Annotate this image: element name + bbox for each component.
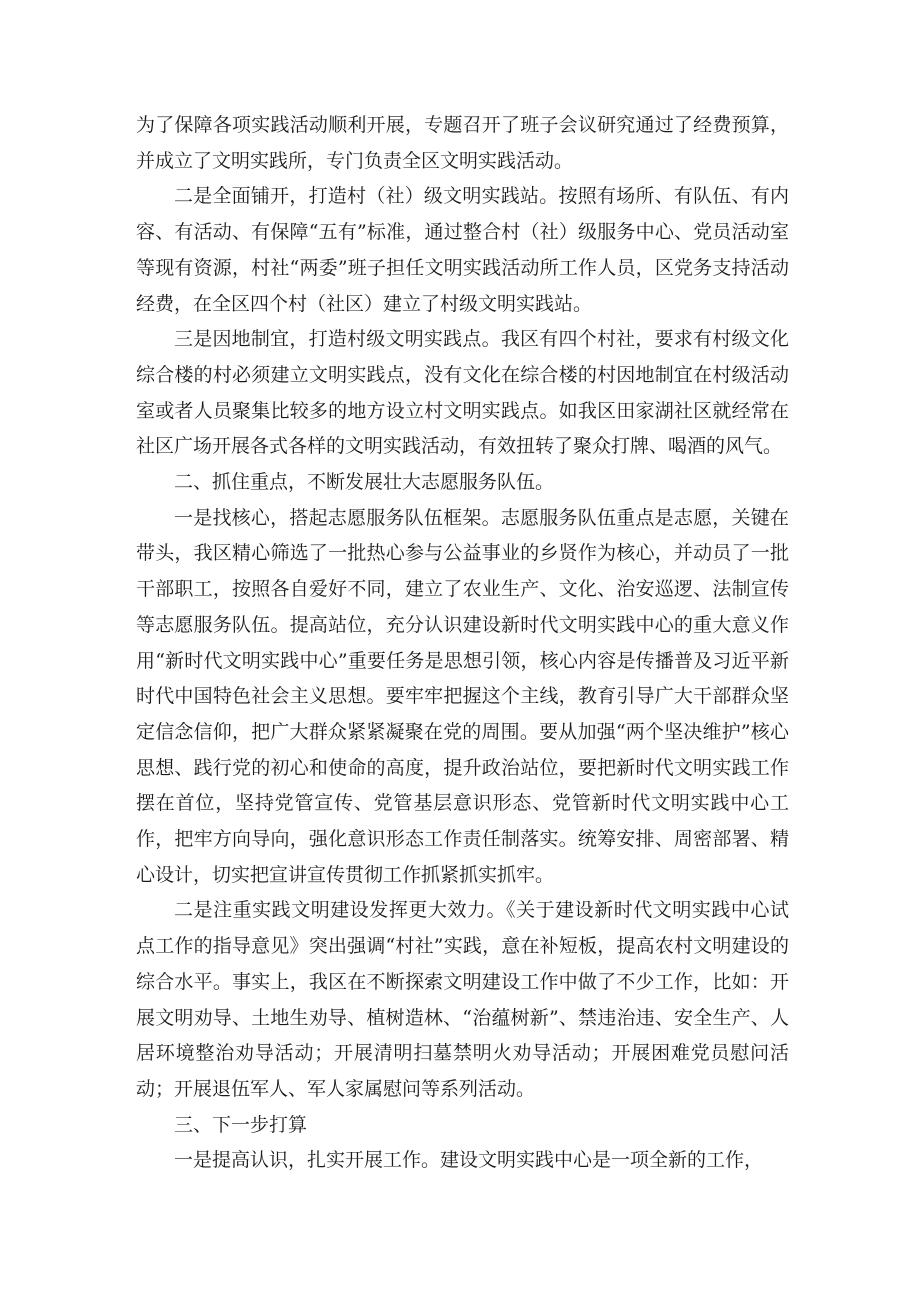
paragraph-2: 二是全面铺开，打造村（社）级文明实践站。按照有场所、有队伍、有内容、有活动、有保障“五有”标准，通过整合村（社）级服务中心、党员活动室等现有资源，村社“两委”班子担任文明实践活动所工作人员，区党务支持活动经费，在全区四个村（社区）建立了村级文明实践站。 <box>136 185 789 315</box>
section-heading-3: 三、下一步打算 <box>174 1113 308 1136</box>
section-heading-2: 二、抓住重点，不断发展壮大志愿服务队伍。 <box>174 471 555 494</box>
paragraph-4: 一是找核心，搭起志愿服务队伍框架。志愿服务队伍重点是志愿，关键在带头，我区精心筛选了一批热心参与公益事业的乡贤作为核心，并动员了一批干部职工，按照各自爱好不同，建立了农业生产、文化、治安巡逻、法制宣传等志愿服务队伍。提高站位，充分认识建设新时代文明实践中心的重大意义作用“新时代文明实践中心”重要任务是思想引领，核心内容是传播普及习近平新时代中国特色社会主义思想。要牢牢把握这个主线，教育引导广大干部群众坚定信念信仰，把广大群众紧紧凝聚在党的周围。要从加强“两个坚决维护”核心思想、践行党的初心和使命的高度，提升政治站位，要把新时代文明实践工作摆在首位，坚持党管宣传、党管基层意识形态、党管新时代文明实践中心工作，把牢方向导向，强化意识形态工作责任制落实。统筹安排、周密部署、精心设计，切实把宣讲宣传贯彻工作抓紧抓实抓牢。 <box>136 506 789 886</box>
paragraph-3: 三是因地制宜，打造村级文明实践点。我区有四个村社，要求有村级文化综合楼的村必须建立文明实践点，没有文化在综合楼的村因地制宜在村级活动室或者人员聚集比较多的地方设立村文明实践点。如我区田家湖社区就经常在社区广场开展各式各样的文明实践活动，有效扭转了聚众打牌、喝酒的风气。 <box>136 328 789 458</box>
paragraph-6: 一是提高认识，扎实开展工作。建设文明实践中心是一项全新的工作， <box>174 1149 764 1172</box>
paragraph-1: 为了保障各项实践活动顺利开展，专题召开了班子会议研究通过了经费预算，并成立了文明实践所，专门负责全区文明实践活动。 <box>136 114 789 172</box>
document-body <box>136 108 789 1179</box>
paragraph-5: 二是注重实践文明建设发挥更大效力。《关于建设新时代文明实践中心试点工作的指导意见》突出强调“村社”实践，意在补短板，提高农村文明建设的综合水平。事实上，我区在不断探索文明建设工作中做了不少工作，比如：开展文明劝导、土地生劝导、植树造林、“治蕴树新”、禁违治违、安全生产、人居环境整治劝导活动；开展清明扫墓禁明火劝导活动；开展困难党员慰问活动；开展退伍军人、军人家属慰问等系列活动。 <box>136 899 789 1100</box>
